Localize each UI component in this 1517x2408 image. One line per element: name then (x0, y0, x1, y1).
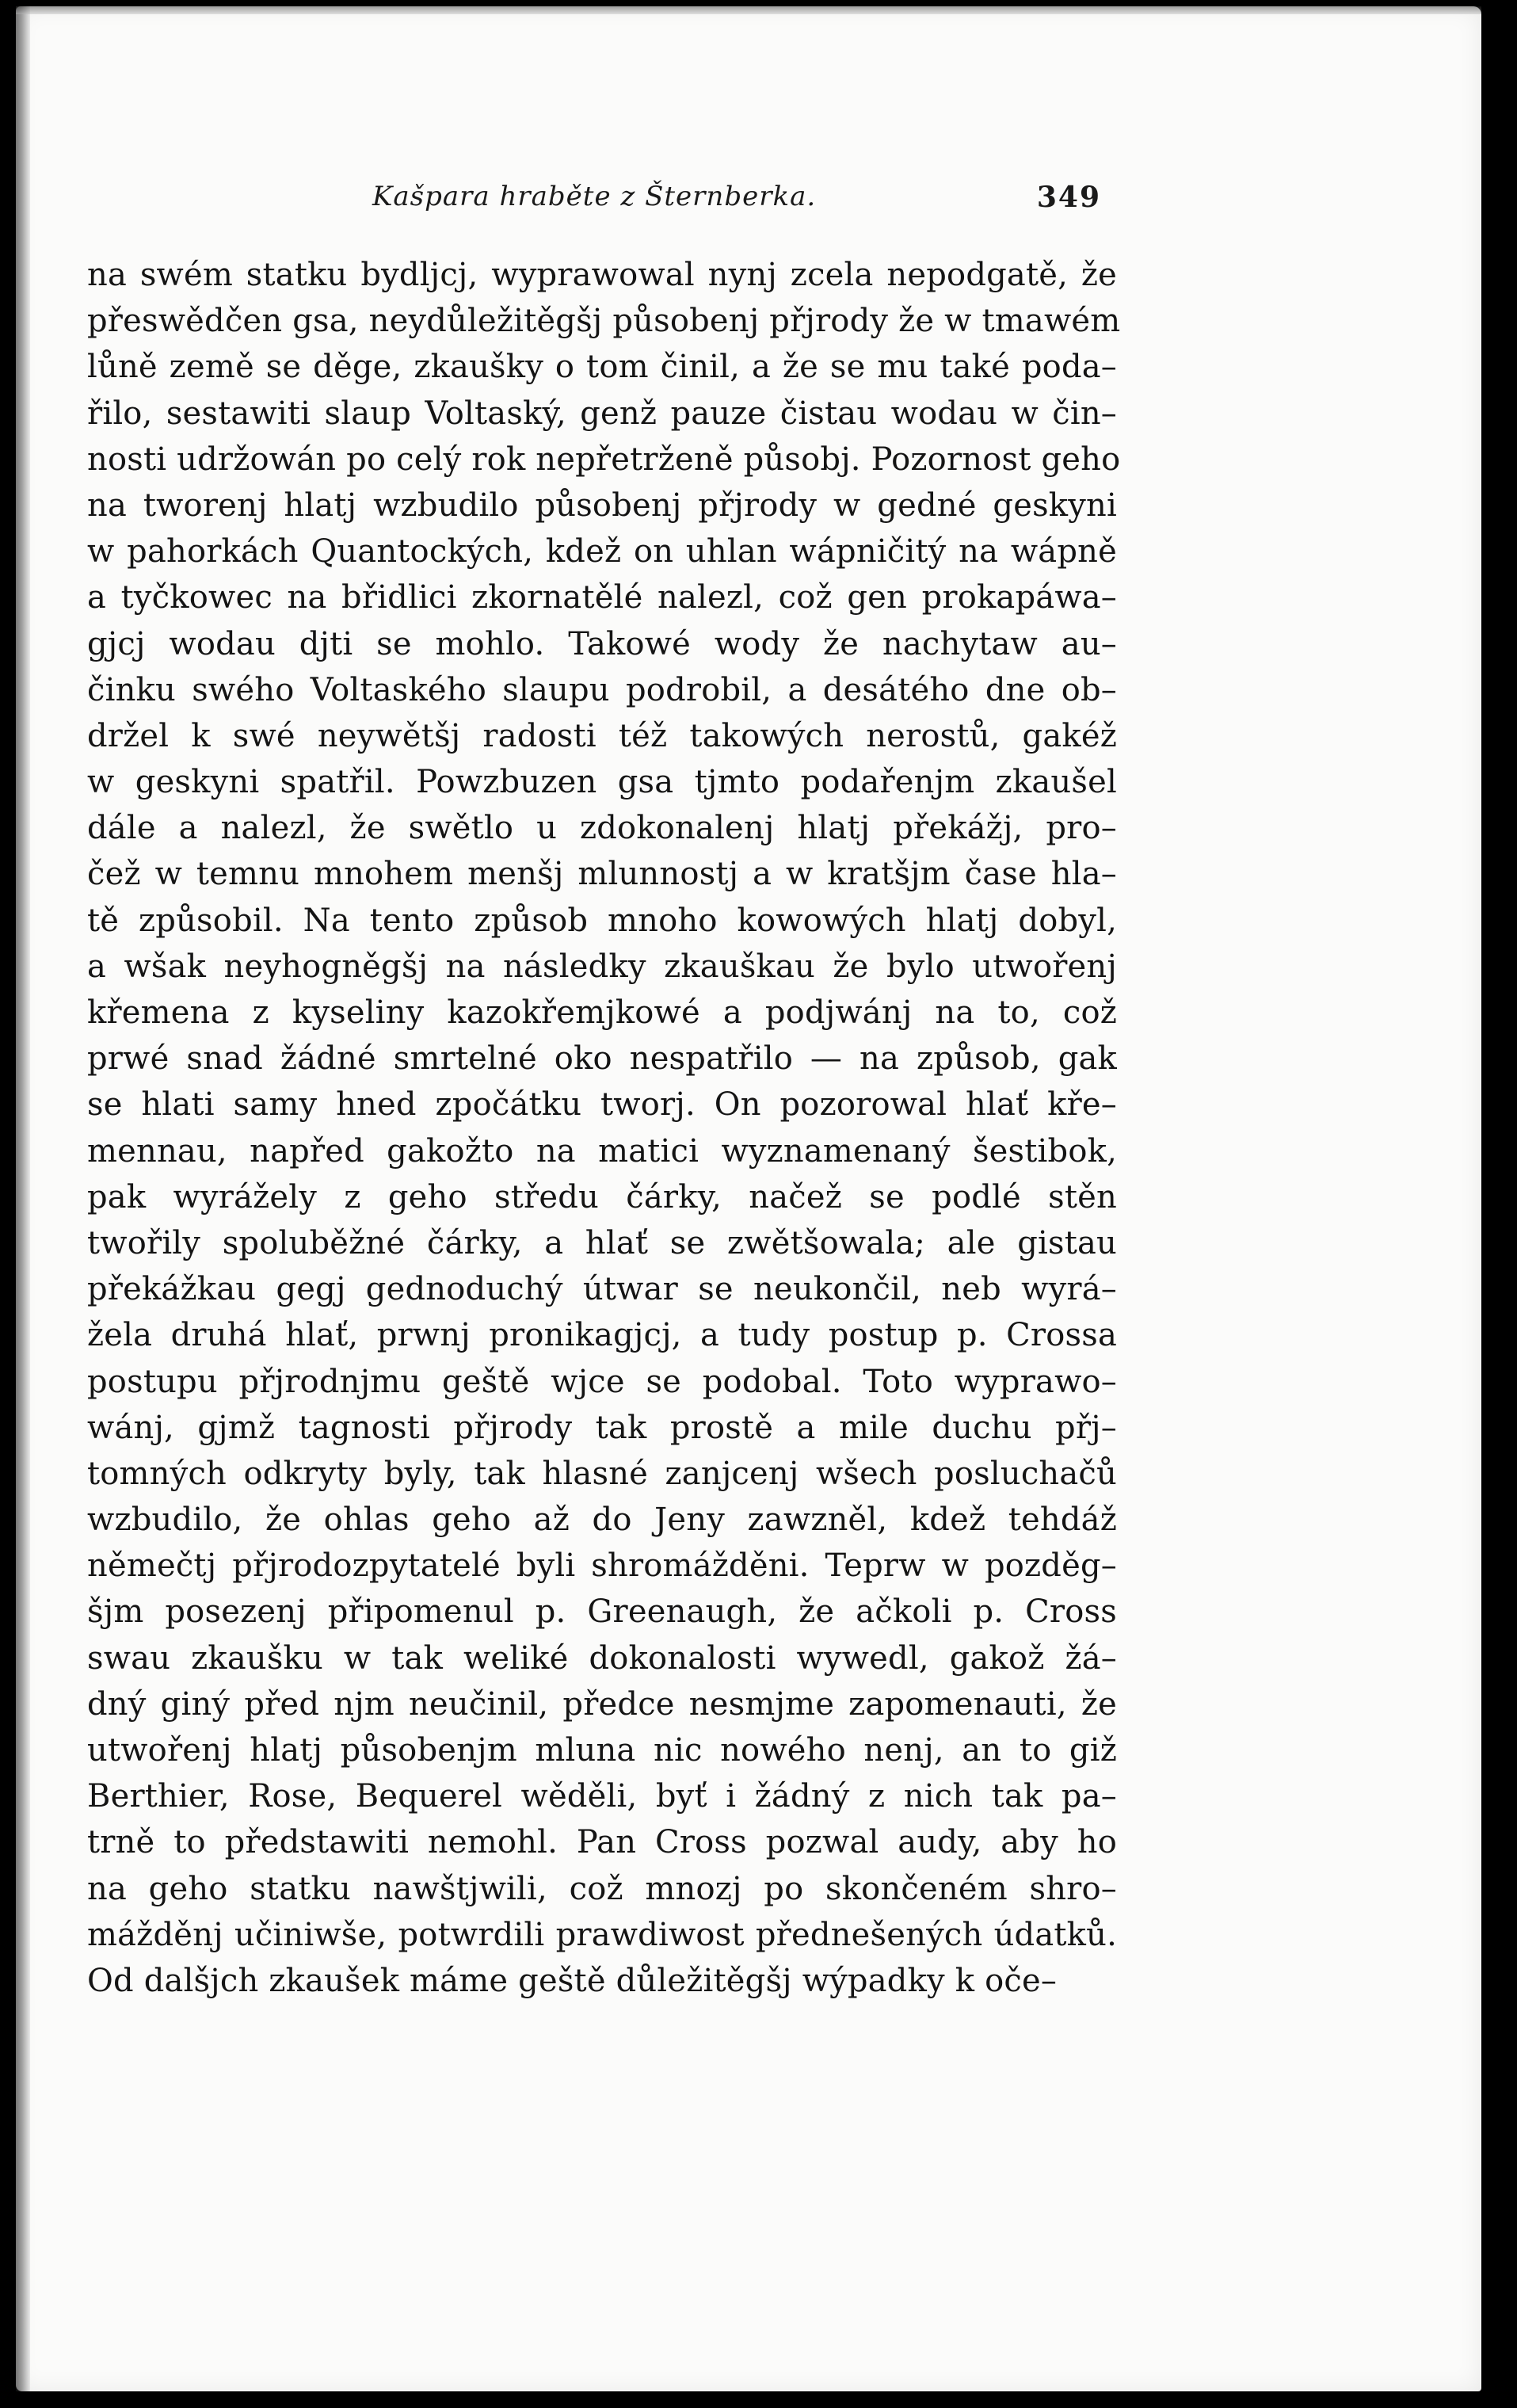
text-line: swau zkaušku w tak weliké dokonalosti wywedl, gakož žá– (87, 1639, 1117, 1677)
text-line: Od dalšjch zkaušek máme geště důležitěgšj wýpadky k oče– (87, 1962, 1058, 1999)
text-line: na tworenj hlatj wzbudilo působenj přjrody w gedné geskyni (87, 487, 1117, 524)
text-line: wzbudilo, že ohlas geho až do Jeny zawzněl, kdež tehdáž (87, 1502, 1117, 1539)
text-line: němečtj přjrodozpytatelé byli shromážděni. Teprw w pozděg– (87, 1547, 1117, 1585)
text-line: utwořenj hlatj působenjm mluna nic nowého nenj, an to giž (87, 1732, 1117, 1769)
text-line: a wšak neyhogněgšj na následky zkauškau že bylo utwořenj (87, 948, 1117, 985)
text-line: držel k swé neywětšj radosti též takowých nerostů, gakéž (87, 717, 1117, 754)
text-line: dále a nalezl, že swětlo u zdokonalenj hlatj překážj, pro– (87, 810, 1117, 847)
text-line: gjcj wodau djti se mohlo. Takowé wody že nachytaw au– (87, 625, 1117, 662)
text-line: w geskyni spatřil. Powzbuzen gsa tjmto podařenjm zkaušel (87, 764, 1117, 801)
text-line: na geho statku nawštjwili, což mnozj po skončeném shro– (87, 1870, 1117, 1907)
text-line: na swém statku bydljcj, wyprawowal nynj zcela nepodgatě, že (87, 257, 1117, 293)
text-line: žela druhá hlať, prwnj pronikagjcj, a tudy postup p. Crossa (87, 1317, 1117, 1354)
scan-edge-top (16, 6, 1481, 14)
text-line: postupu přjrodnjmu geště wjce se podobal. Toto wyprawo– (87, 1363, 1117, 1400)
page-header (87, 181, 1101, 228)
body-text (87, 252, 1121, 2004)
page-number: 349 (1036, 181, 1101, 214)
text-line: se hlati samy hned zpočátku tworj. On pozorowal hlať kře– (87, 1086, 1117, 1124)
text-line: tomných odkryty byly, tak hlasné zanjcenj wšech posluchačů (87, 1455, 1117, 1492)
text-line: šjm posezenj připomenul p. Greenaugh, že ačkoli p. Cross (87, 1593, 1117, 1631)
text-line: lůně země se děge, zkaušky o tom činil, a že se mu také poda– (87, 349, 1117, 386)
text-line: čež w temnu mnohem menšj mlunnostj a w kratšjm čase hla– (87, 856, 1117, 893)
running-title: Kašpara hraběte z Šternberka. (372, 181, 817, 212)
text-line: a tyčkowec na břidlici zkornatělé nalezl, což gen prokapáwa– (87, 579, 1117, 616)
text-line: dný giný před njm neučinil, předce nesmjme zapomenauti, že (87, 1685, 1117, 1723)
text-line: pak wyrážely z geho středu čárky, načež se podlé stěn (87, 1178, 1117, 1215)
text-line: wánj, gjmž tagnosti přjrody tak prostě a mile duchu přj– (87, 1409, 1117, 1446)
text-line: překážkau gegj gednoduchý útwar se neukončil, neb wyrá– (87, 1271, 1117, 1308)
text-line: činku swého Voltaského slaupu podrobil, a desátého dne ob– (87, 671, 1117, 708)
text-line: trně to předstawiti nemohl. Pan Cross pozwal audy, aby ho (87, 1824, 1117, 1861)
text-line: prwé snad žádné smrtelné oko nespatřilo — na způsob, gak (87, 1040, 1117, 1078)
text-line: přeswědčen gsa, neydůležitěgšj působenj přjrody že w tmawém (87, 303, 1121, 340)
text-line: nosti udržowán po celý rok nepřetrženě působj. Pozornost geho (87, 441, 1121, 478)
text-line: Berthier, Rose, Bequerel wěděli, byť i žádný z nich tak pa– (87, 1778, 1117, 1815)
text-line: mážděnj učiniwše, potwrdili prawdiwost přednešených údatků. (87, 1916, 1117, 1953)
text-line: křemena z kyseliny kazokřemjkowé a podjwánj na to, což (87, 994, 1117, 1031)
text-line: řilo, sestawiti slaup Voltaský, genž pauze čistau wodau w čin– (87, 395, 1117, 432)
text-line: w pahorkách Quantockých, kdež on uhlan wápničitý na wápně (87, 533, 1117, 571)
scan-edge-left (16, 6, 30, 2391)
text-line: tě způsobil. Na tento způsob mnoho kowowých hlatj dobyl, (87, 902, 1117, 939)
text-line: twořily spoluběžné čárky, a hlať se zwětšowala; ale gistau (87, 1224, 1117, 1261)
text-line: mennau, napřed gakožto na matici wyznamenaný šestibok, (87, 1132, 1117, 1170)
